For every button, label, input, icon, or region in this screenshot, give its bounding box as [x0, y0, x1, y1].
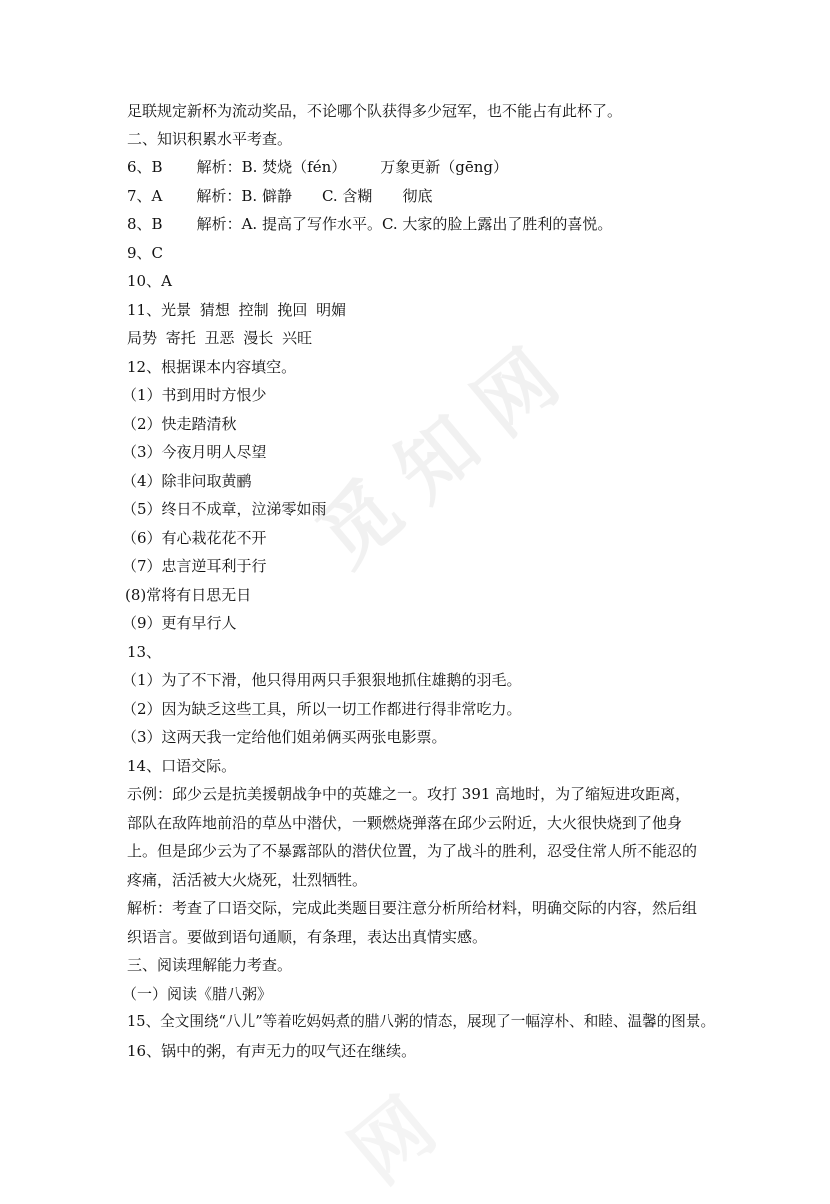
- fill-item-6: （6）有心栽花花不开: [122, 529, 267, 547]
- text-line: 足联规定新杯为流动奖品，不论哪个队获得多少冠军，也不能占有此杯了。: [127, 102, 623, 120]
- answer-line-11b: 局势 寄托 丑恶 漫长 兴旺: [127, 329, 313, 347]
- analysis-paragraph: 解析：考查了口语交际，完成此类题目要注意分析所给材料，明确交际的内容，然后组织语言。要做到语句通顺，有条理，表达出真情实感。: [127, 899, 698, 946]
- answer-line-10: 10、A: [127, 272, 172, 290]
- fill-item-7: （7）忠言逆耳利于行: [122, 557, 267, 575]
- question-number: 8、B: [127, 215, 163, 233]
- watermark: 觅知网: [301, 318, 594, 585]
- fill-item-8: (8)常将有日思无日: [125, 586, 252, 604]
- sentence-item-3: （3）这两天我一定给他们姐弟俩买两张电影票。: [122, 728, 447, 746]
- answer-explanation-3: 彻底: [402, 187, 433, 205]
- fill-item-4: （4）除非问取黄鹂: [122, 472, 252, 490]
- example-paragraph: 示例：邱少云是抗美援朝战争中的英雄之一。攻打 391 高地时，为了缩短进攻距离，部队在敌阵地前沿的草丛中潜伏，一颗燃烧弹落在邱少云附近，大火很快烧到了他身上。但是邱少云为了不暴露部队的潜伏位置，为了战斗的胜利，忍受住常人所不能忍的疼痛，活活被大火烧死，壮烈牺牲。: [127, 785, 698, 889]
- fill-item-5: （5）终日不成章，泣涕零如雨: [122, 500, 327, 518]
- answer-explanation: 解析：A. 提高了写作水平。C. 大家的脸上露出了胜利的喜悦。: [196, 215, 613, 233]
- fill-item-9: （9）更有早行人: [122, 614, 237, 632]
- reading-title: （一）阅读《腊八粥》: [122, 985, 273, 1003]
- answer-line-16: 16、锅中的粥，有声无力的叹气还在继续。: [127, 1042, 417, 1060]
- answer-line-6: [127, 157, 508, 177]
- answer-explanation: 解析：B. 焚烧（fén）: [196, 158, 347, 176]
- section-heading: 三、阅读理解能力考查。: [127, 956, 293, 974]
- fill-item-3: （3）今夜月明人尽望: [122, 443, 267, 461]
- question-number: 7、A: [127, 187, 163, 205]
- answer-line-8: [127, 214, 612, 234]
- answer-explanation: 解析：B. 僻静: [196, 187, 292, 205]
- question-number: 6、B: [127, 158, 163, 176]
- question-12: 12、根据课本内容填空。: [127, 358, 297, 376]
- sentence-item-2: （2）因为缺乏这些工具，所以一切工作都进行得非常吃力。: [122, 700, 522, 718]
- question-14: 14、口语交际。: [127, 757, 237, 775]
- question-13: 13、: [127, 643, 162, 661]
- section-heading: 二、知识积累水平考查。: [127, 130, 293, 148]
- answer-line-7: [127, 186, 432, 206]
- answer-line-15: 15、全文围绕“八儿”等着吃妈妈煮的腊八粥的情态，展现了一幅淳朴、和睦、温馨的图景。: [127, 1013, 716, 1030]
- answer-line-11: 11、光景 猜想 控制 挽回 明媚: [127, 301, 347, 319]
- fill-item-1: （1）书到用时方恨少: [122, 386, 267, 404]
- sentence-item-1: （1）为了不下滑，他只得用两只手狠狠地抓住雄鹅的羽毛。: [122, 671, 522, 689]
- answer-line-9: 9、C: [127, 244, 164, 262]
- fill-item-2: （2）快走踏清秋: [122, 415, 237, 433]
- answer-explanation-2: 万象更新（gēng）: [380, 158, 508, 176]
- answer-explanation-2: C. 含糊: [321, 187, 373, 205]
- watermark-partial: [323, 1068, 455, 1204]
